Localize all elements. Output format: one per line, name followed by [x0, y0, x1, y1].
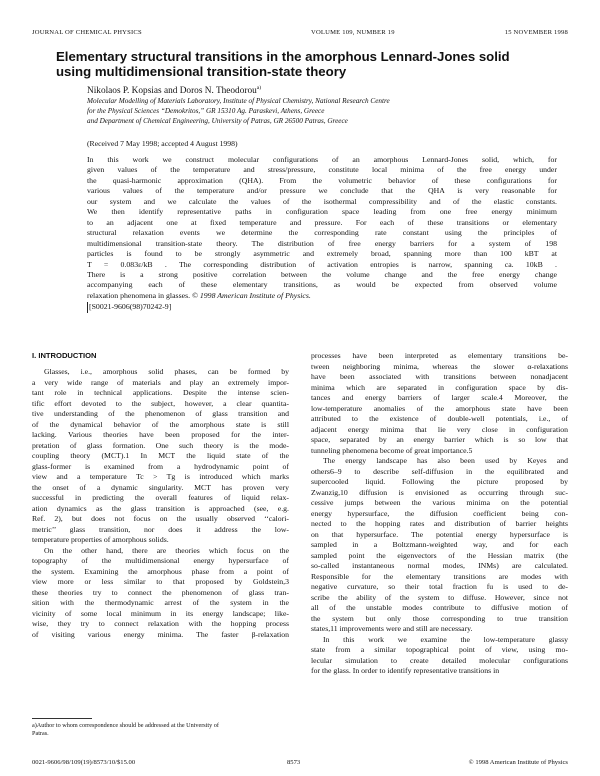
abstract-line: structural relaxation events we determine the corresponding rate constant using the principles of — [87, 228, 557, 238]
page-footer — [32, 759, 568, 769]
affiliation-line: and Department of Chemical Engineering, University of Patras, GR 26500 Patras, Greece — [87, 116, 348, 125]
body-line: others6–9 to describe self-diffusion in the equilibrated and — [311, 466, 568, 476]
footer-copyright: © 1998 American Institute of Physics — [468, 759, 568, 766]
received-dates: (Received 7 May 1998; accepted 4 August 1998) — [87, 139, 238, 148]
abstract-line: various values of the temperature and/or pressure we conclude that the QHA is very reasonable for — [87, 186, 557, 196]
body-line: lecular simulation to create detailed molecular configurations — [311, 655, 568, 665]
body-line: pretation of glass formation. One such theory is the mode- — [32, 440, 289, 450]
body-line: adjacent energy minima that lie very close in configuration — [311, 424, 568, 434]
body-line: In this work we examine the low-temperature glassy — [323, 634, 568, 644]
footnote-line: a)Author to whom correspondence should be addressed at the University of — [32, 722, 219, 729]
abstract-line: multidimensional transition-state theory. The distribution of free energy barriers for a system of 198 — [87, 238, 557, 248]
body-line: of the dynamical behavior of the amorphous state is still — [32, 419, 289, 429]
affiliations — [87, 97, 390, 126]
abstract — [87, 155, 557, 313]
abstract-line: relaxation phenomena in glasses. © 1998 American Institute of Physics. — [87, 290, 311, 300]
body-line: sampled in a Boltzmann-weighted way, and for each — [311, 540, 568, 549]
body-line: space, separated by an energy barrier which is so low that — [311, 435, 568, 444]
body-line: scribe the ability of the system to diffuse. However, since not — [311, 592, 568, 602]
body-line: negative curvature, so their total fraction fu is used to de- — [311, 582, 568, 591]
body-line: low-temperature anomalies of the amorphous state have been — [311, 403, 568, 413]
affiliation-line: for the Physical Sciences “Demokritos,” GR 15310 Ag. Paraskevi, Athens, Greece — [87, 106, 325, 115]
body-line: state from a similar topographical point of view, using mo- — [311, 645, 568, 654]
body-line: glass-former is examined from a hydrodynamic point of — [32, 461, 289, 471]
author-names: Nikolaos P. Kopsias and Doros N. Theodorou — [87, 86, 257, 97]
body-line: all of the unstable modes contribute to diffusive motion of — [311, 603, 568, 612]
body-line: coupling theory (MCT).1 In MCT the liquid state of the — [32, 451, 289, 460]
body-line: states,11 improvements were and still are necessary. — [311, 624, 473, 633]
paper-title — [56, 50, 556, 79]
body-line: the system. Examining the amorphous phase from a point of — [32, 566, 289, 576]
body-line: Responsible for the elementary transitions are modes with — [311, 571, 568, 581]
body-line: attributed to the existence of double-well potentials, i.e., of — [311, 414, 568, 423]
abstract-line: the quasi-harmonic approximation (QHA). From the volumetric behavior of these configurations for — [87, 175, 557, 185]
body-line: on that hypersurface. The potential energy hypersurface is — [311, 529, 568, 539]
left-column — [32, 351, 289, 640]
author-list — [87, 85, 261, 96]
issue-date: 15 NOVEMBER 1998 — [504, 29, 568, 36]
body-line: have been associated with transitions between nonadjacent — [311, 372, 568, 381]
affiliation-line: Molecular Modelling of Materials Laboratory, Institute of Physical Chemistry, National Research Centre — [87, 97, 390, 105]
body-line: of visiting various energy minima. The faster β-relaxation — [32, 629, 289, 639]
body-line: Glasses, i.e., amorphous solid phases, can be formed by — [44, 367, 289, 376]
body-line: supercooled liquid. Following the picture proposed by — [311, 477, 568, 486]
body-line: sition with the thermodynamic arrest of the system in the — [32, 598, 289, 607]
journal-name: JOURNAL OF CHEMICAL PHYSICS — [32, 29, 142, 36]
footnote-rule — [32, 718, 92, 719]
body-line: The energy landscape has also been used by Keyes and — [323, 456, 568, 465]
abstract-copyright: © 1998 American Institute of Physics. — [192, 290, 311, 300]
volume-number: VOLUME 109, NUMBER 19 — [311, 29, 395, 36]
abstract-line: given values of the temperature and stress/pressure, constitute local minima of the free energy under — [87, 165, 557, 175]
body-line: tive understanding of the phenomenon of glass transition and — [32, 409, 289, 418]
right-column-body — [311, 351, 568, 677]
abstract-line: our system and we calculate the values of the isothermal compressibility and of the elastic constants. — [87, 196, 557, 206]
body-line: these theories try to connect the phenomenon of glass tran- — [32, 587, 289, 597]
abstract-line: accompanying each of these elementary transitions, as would be expected from observed volume — [87, 280, 557, 290]
body-line: energy hypersurface, the diffusion coefficient being con- — [311, 508, 568, 518]
body-line: temperature properties of amorphous solids. — [32, 535, 169, 544]
section-heading: I. INTRODUCTION — [32, 351, 97, 360]
body-line: so-called instantaneous normal modes, INMs) are calculated. — [311, 561, 568, 570]
author-footnote-mark: a) — [256, 85, 262, 91]
body-line: processes have been interpreted as elementary transitions be- — [311, 351, 568, 360]
body-line: Zwanzig,10 diffusion is envisioned as occurring through suc- — [311, 487, 568, 497]
body-line: sampled point the eigenvectors of the Hessian matrix (the — [311, 550, 568, 560]
footnote-line: Patras. — [32, 730, 49, 737]
body-line: tween neighboring minima, whereas the slower α-relaxations — [311, 361, 568, 371]
body-line: vicinity of some local minimum in its energy landscape; like- — [32, 608, 289, 618]
body-line: tific effort devoted to the subject, however, a clear quantita- — [32, 398, 289, 408]
body-line: topography of the multidimensional energy hypersurface of — [32, 556, 289, 565]
body-line: wise, they try to connect relaxation with the hopping process — [32, 619, 289, 628]
page-number: 8573 — [287, 759, 301, 766]
body-line: metric’’ glass transition, nor does it address the low- — [32, 524, 289, 534]
abstract-line: particles is found to be strongly asymmetric and extremely broad, spanning more than 100 kBT at — [87, 249, 557, 259]
abstract-line: In this work we construct molecular configurations of an amorphous Lennard-Jones solid, which, for — [87, 155, 557, 164]
footer-code: 0021-9606/98/109(19)/8573/10/$15.00 — [32, 759, 136, 766]
doi-code: [S0021-9606(98)70242-9] — [89, 302, 172, 312]
body-line: tunneling phenomena become of great importance.5 — [311, 445, 473, 455]
footnote — [32, 722, 290, 738]
body-line: a very wide range of materials and play an extremely impor- — [32, 377, 289, 387]
body-line: ation dynamics as the glass transition is approached (see, e.g. — [32, 503, 289, 513]
abstract-line: We then identify representative paths in configuration space leading from one free energy minimum — [87, 207, 557, 217]
body-line: the system but only those corresponding to true transition — [311, 613, 568, 623]
body-line: On the other hand, there are theories which focus on the — [44, 545, 289, 555]
body-line: cessive jumps between the various minima on the potential — [311, 498, 568, 507]
body-line: for the glass. In order to identify representative transitions in — [311, 666, 500, 675]
body-line: nected to the hopping rates and distribution of barrier heights — [311, 519, 568, 528]
title-line: using multidimensional transition-state theory — [56, 63, 347, 79]
body-line: lacking. Various theories have been proposed for the inter- — [32, 430, 289, 439]
body-line: view more or less similar to that proposed by Goldstein,3 — [32, 577, 289, 586]
body-line: tant role in technical applications. Despite the intense scien- — [32, 388, 289, 397]
abstract-line: to an adjacent one at fixed temperature and pressure. For each of these transitions or elementary — [87, 217, 557, 227]
left-column-body — [32, 367, 289, 640]
body-line: minima which are separated in configuration space by dis- — [311, 382, 568, 392]
body-line: the onset of a dynamic singularity. MCT has proven very — [32, 482, 289, 492]
abstract-line: T = 0.083ε/kB . The corresponding distribution of activation entropies is narrow, spanning ca. 10kB . — [87, 259, 557, 269]
title-line: Elementary structural transitions in the amorphous Lennard-Jones solid — [56, 49, 510, 64]
running-header — [32, 29, 568, 39]
body-line: successful in predicting the overall features of liquid relax- — [32, 493, 289, 502]
abstract-line: There is a strong positive correlation between the volume change and the free energy change — [87, 269, 557, 279]
body-line: tances and energy barriers of larger scale.4 Moreover, the — [311, 393, 568, 402]
right-column — [311, 351, 568, 677]
body-line: Ref. 2), but does not focus on the usually observed ‘‘calori- — [32, 514, 289, 523]
body-line: view and a temperature Tc > Tg is introduced which marks — [32, 472, 289, 481]
